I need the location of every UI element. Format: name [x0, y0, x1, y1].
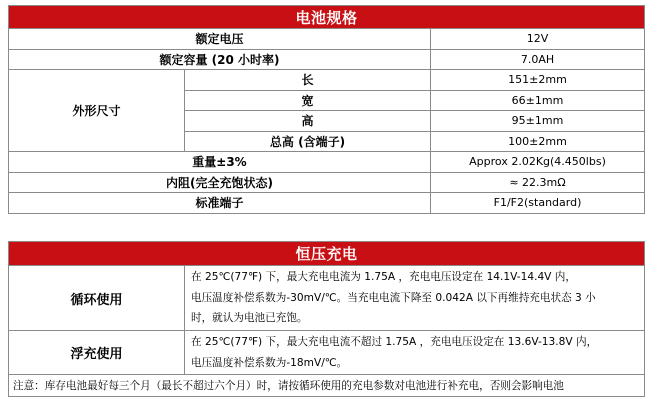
- charge-row-cycle: [9, 266, 645, 331]
- dimensions-label: 外形尺寸: [9, 70, 185, 152]
- voltage-label: 额定电压: [9, 29, 431, 50]
- cycle-line: 在 25℃(77℉) 下，最大充电电流为 1.75A ，充电电压设定在 14.1V-14.4V 内，: [191, 271, 576, 284]
- width-label: 宽: [185, 90, 431, 111]
- spec-header-row: [9, 6, 645, 29]
- cycle-line: 时，就认为电池已充饱。: [191, 312, 308, 325]
- spec-row-terminal: [9, 193, 645, 214]
- battery-spec-table: [8, 5, 645, 214]
- width-value: 66±1mm: [431, 90, 645, 111]
- capacity-value: 7.0AH: [431, 49, 645, 70]
- charge-row-float: [9, 331, 645, 375]
- spec-row-capacity: [9, 49, 645, 70]
- height-value: 95±1mm: [431, 111, 645, 132]
- terminal-value: F1/F2(standard): [431, 193, 645, 214]
- charge-header-row: [9, 242, 645, 266]
- total-height-label: 总高 (含端子): [185, 131, 431, 152]
- spec-row-voltage: [9, 29, 645, 50]
- weight-value: Approx 2.02Kg(4.450lbs): [431, 152, 645, 173]
- capacity-label: 额定容量 (20 小时率): [9, 49, 431, 70]
- float-use-label: 浮充使用: [9, 331, 185, 375]
- terminal-label: 标准端子: [9, 193, 431, 214]
- cycle-use-label: 循环使用: [9, 266, 185, 331]
- float-use-description: [185, 331, 645, 375]
- float-line: 在 25℃(77℉) 下，最大充电电流不超过 1.75A ，充电电压设定在 13.6V-13.8V 内，: [191, 336, 598, 348]
- spec-row-weight: [9, 152, 645, 173]
- length-value: 151±2mm: [431, 70, 645, 91]
- storage-note: 注意：库存电池最好每三个月（最长不超过六个月）时，请按循环使用的充电参数对电池进行补充电，否则会影响电池: [9, 375, 645, 397]
- charge-row-note: [9, 375, 645, 397]
- charge-header: 恒压充电: [9, 242, 645, 266]
- resistance-value: ≈ 22.3mΩ: [431, 172, 645, 193]
- constant-voltage-charge-table: [8, 241, 645, 397]
- cycle-use-description: [185, 266, 645, 331]
- length-label: 长: [185, 70, 431, 91]
- total-height-value: 100±2mm: [431, 131, 645, 152]
- voltage-value: 12V: [431, 29, 645, 50]
- height-label: 高: [185, 111, 431, 132]
- resistance-label: 内阻(完全充饱状态): [9, 172, 431, 193]
- float-line: 电压温度补偿系数为-18mV/℃。: [191, 356, 348, 369]
- spec-row-resistance: [9, 172, 645, 193]
- cycle-line: 电压温度补偿系数为-30mV/℃。当充电电流下降至 0.042A 以下再维持充电状态 3 小: [191, 291, 596, 304]
- spec-row-length: [9, 70, 645, 91]
- weight-label: 重量±3%: [9, 152, 431, 173]
- spec-header: 电池规格: [9, 6, 645, 29]
